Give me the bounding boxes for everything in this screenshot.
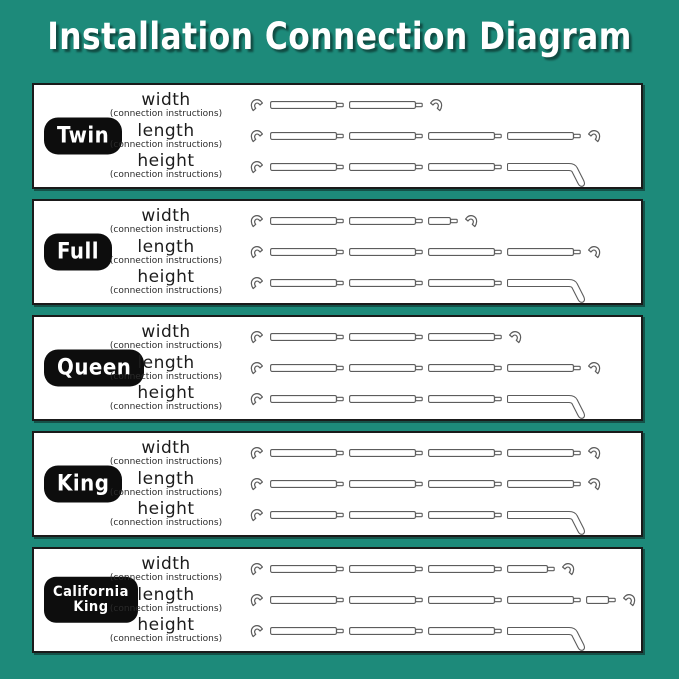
tube-diagram — [250, 270, 635, 296]
dimension-row — [92, 554, 635, 585]
end-hook-icon — [560, 562, 575, 576]
tube-segment — [507, 131, 581, 141]
tube-segment — [270, 131, 344, 141]
size-label-line: Twin — [57, 123, 110, 149]
tube-segment — [270, 564, 344, 574]
dimension-label — [92, 153, 240, 180]
end-hook-icon — [586, 446, 601, 460]
connection-instructions-note: (connection instructions) — [109, 286, 223, 297]
tube-segment — [270, 247, 344, 257]
connection-instructions-note: (connection instructions) — [109, 518, 223, 529]
tube-diagram — [250, 154, 635, 180]
connection-instructions-note: (connection instructions) — [109, 456, 223, 467]
end-hook-icon — [428, 98, 443, 112]
tube-segment — [270, 448, 344, 458]
tube-diagram — [250, 440, 635, 466]
connection-instructions-note: (connection instructions) — [109, 487, 223, 498]
start-hook-icon — [250, 98, 265, 112]
connection-instructions-note: (connection instructions) — [109, 340, 223, 351]
dimension-name: width — [141, 321, 191, 342]
tube-segment — [428, 278, 502, 288]
dimension-row — [92, 499, 635, 530]
size-panel — [32, 547, 643, 653]
bent-tube-segment — [507, 162, 593, 188]
dimension-name: length — [137, 236, 195, 257]
tube-segment — [349, 216, 423, 226]
connection-instructions-note: (connection instructions) — [109, 139, 223, 150]
bent-tube-segment — [507, 510, 593, 536]
tube-diagram — [250, 324, 635, 350]
tube-segment — [428, 626, 502, 636]
tube-segment — [428, 247, 502, 257]
tube-segment — [507, 247, 581, 257]
tube-segment — [349, 510, 423, 520]
tube-segment — [349, 247, 423, 257]
size-label-line: Full — [57, 239, 100, 265]
tube-segment — [270, 595, 344, 605]
tube-segment — [428, 394, 502, 404]
tube-segment — [349, 479, 423, 489]
start-hook-icon — [250, 214, 265, 228]
dimension-row — [92, 469, 635, 500]
dimension-label — [92, 553, 240, 583]
size-panel — [32, 431, 643, 537]
size-label-line: King — [57, 471, 110, 497]
tube-diagram — [250, 502, 635, 528]
dimension-name: width — [141, 205, 191, 226]
end-hook-icon — [463, 214, 478, 228]
tube-segment — [428, 448, 502, 458]
dimension-row — [92, 353, 635, 384]
tube-segment — [507, 595, 581, 605]
tube-diagram — [250, 355, 635, 381]
start-hook-icon — [250, 446, 265, 460]
tube-diagram — [250, 208, 635, 234]
dimension-rows — [34, 85, 641, 187]
dimension-label — [92, 385, 240, 412]
tube-segment — [270, 394, 344, 404]
end-hook-icon — [507, 330, 522, 344]
short-tube-segment — [428, 216, 458, 226]
tube-segment — [270, 510, 344, 520]
tube-segment — [349, 564, 423, 574]
start-hook-icon — [250, 562, 265, 576]
dimension-name: height — [137, 383, 195, 404]
dimension-label — [92, 501, 240, 528]
tube-segment — [349, 162, 423, 172]
tube-segment — [428, 564, 502, 574]
tube-segment — [349, 100, 423, 110]
dimension-name: width — [141, 437, 191, 458]
tube-segment — [428, 162, 502, 172]
start-hook-icon — [250, 160, 265, 174]
connection-instructions-note: (connection instructions) — [109, 402, 223, 413]
size-panel — [32, 83, 643, 189]
dimension-label — [92, 89, 240, 119]
connection-instructions-note: (connection instructions) — [109, 255, 223, 266]
connection-instructions-note: (connection instructions) — [109, 224, 223, 235]
start-hook-icon — [250, 624, 265, 638]
tube-segment — [428, 363, 502, 373]
size-panel — [32, 315, 643, 421]
bent-tube-segment — [507, 394, 593, 420]
page-title: Installation Connection Diagram — [47, 15, 632, 58]
start-hook-icon — [250, 245, 265, 259]
tube-segment — [270, 278, 344, 288]
bent-tube-segment — [507, 278, 593, 304]
medium-tube-segment — [507, 564, 555, 574]
end-hook-icon — [586, 477, 601, 491]
dimension-label — [92, 468, 240, 498]
connection-instructions-note: (connection instructions) — [109, 371, 223, 382]
dimension-name: length — [137, 120, 195, 141]
size-label-line: California — [53, 583, 129, 600]
dimension-label — [92, 437, 240, 467]
dimension-name: height — [137, 499, 195, 520]
dimension-label — [92, 584, 240, 614]
connection-instructions-note: (connection instructions) — [109, 108, 223, 119]
panels-container — [32, 83, 643, 653]
dimension-row — [92, 151, 635, 182]
start-hook-icon — [250, 276, 265, 290]
dimension-name: width — [141, 89, 191, 110]
start-hook-icon — [250, 477, 265, 491]
dimension-label — [92, 617, 240, 644]
tube-segment — [270, 216, 344, 226]
start-hook-icon — [250, 361, 265, 375]
tube-segment — [270, 332, 344, 342]
tube-diagram — [250, 618, 635, 644]
start-hook-icon — [250, 508, 265, 522]
dimension-row — [92, 383, 635, 414]
tube-segment — [270, 363, 344, 373]
tube-diagram — [250, 239, 635, 265]
tube-segment — [270, 100, 344, 110]
tube-segment — [349, 626, 423, 636]
end-hook-icon — [621, 593, 636, 607]
dimension-label — [92, 269, 240, 296]
dimension-rows — [34, 549, 641, 651]
tube-diagram — [250, 587, 636, 613]
dimension-row — [92, 121, 635, 152]
start-hook-icon — [250, 129, 265, 143]
tube-diagram — [250, 471, 635, 497]
tube-diagram — [250, 556, 635, 582]
connection-instructions-note: (connection instructions) — [109, 572, 223, 583]
dimension-rows — [34, 317, 641, 419]
start-hook-icon — [250, 593, 265, 607]
size-label-line: Queen — [57, 355, 132, 381]
dimension-row — [92, 90, 635, 121]
dimension-row — [92, 615, 635, 646]
dimension-name: height — [137, 151, 195, 172]
dimension-row — [92, 585, 635, 616]
bent-tube-segment — [507, 626, 593, 652]
connection-instructions-note: (connection instructions) — [109, 634, 223, 645]
dimension-name: width — [141, 553, 191, 574]
tube-segment — [270, 626, 344, 636]
dimension-rows — [34, 201, 641, 303]
end-hook-icon — [586, 361, 601, 375]
tube-segment — [270, 162, 344, 172]
tube-segment — [349, 278, 423, 288]
tube-diagram — [250, 123, 635, 149]
tube-diagram — [250, 386, 635, 412]
tube-segment — [349, 595, 423, 605]
tube-segment — [349, 394, 423, 404]
dimension-rows — [34, 433, 641, 535]
short-tube-segment — [586, 595, 616, 605]
dimension-name: length — [137, 584, 195, 605]
dimension-name: height — [137, 615, 195, 636]
dimension-row — [92, 237, 635, 268]
tube-segment — [507, 479, 581, 489]
dimension-label — [92, 321, 240, 351]
tube-diagram — [250, 92, 635, 118]
size-panel — [32, 199, 643, 305]
start-hook-icon — [250, 392, 265, 406]
end-hook-icon — [586, 245, 601, 259]
dimension-label — [92, 236, 240, 266]
tube-segment — [428, 510, 502, 520]
tube-segment — [349, 332, 423, 342]
tube-segment — [349, 131, 423, 141]
start-hook-icon — [250, 330, 265, 344]
dimension-name: length — [137, 352, 195, 373]
connection-instructions-note: (connection instructions) — [109, 170, 223, 181]
dimension-name: length — [137, 468, 195, 489]
tube-segment — [428, 131, 502, 141]
tube-segment — [507, 363, 581, 373]
dimension-label — [92, 120, 240, 150]
dimension-name: height — [137, 267, 195, 288]
dimension-row — [92, 438, 635, 469]
dimension-label — [92, 352, 240, 382]
end-hook-icon — [586, 129, 601, 143]
tube-segment — [428, 332, 502, 342]
dimension-row — [92, 322, 635, 353]
size-label-line: King — [73, 599, 109, 615]
dimension-row — [92, 206, 635, 237]
dimension-label — [92, 205, 240, 235]
tube-segment — [507, 448, 581, 458]
dimension-row — [92, 267, 635, 298]
tube-segment — [428, 479, 502, 489]
tube-segment — [428, 595, 502, 605]
tube-segment — [270, 479, 344, 489]
connection-instructions-note: (connection instructions) — [109, 603, 223, 614]
tube-segment — [349, 448, 423, 458]
tube-segment — [349, 363, 423, 373]
